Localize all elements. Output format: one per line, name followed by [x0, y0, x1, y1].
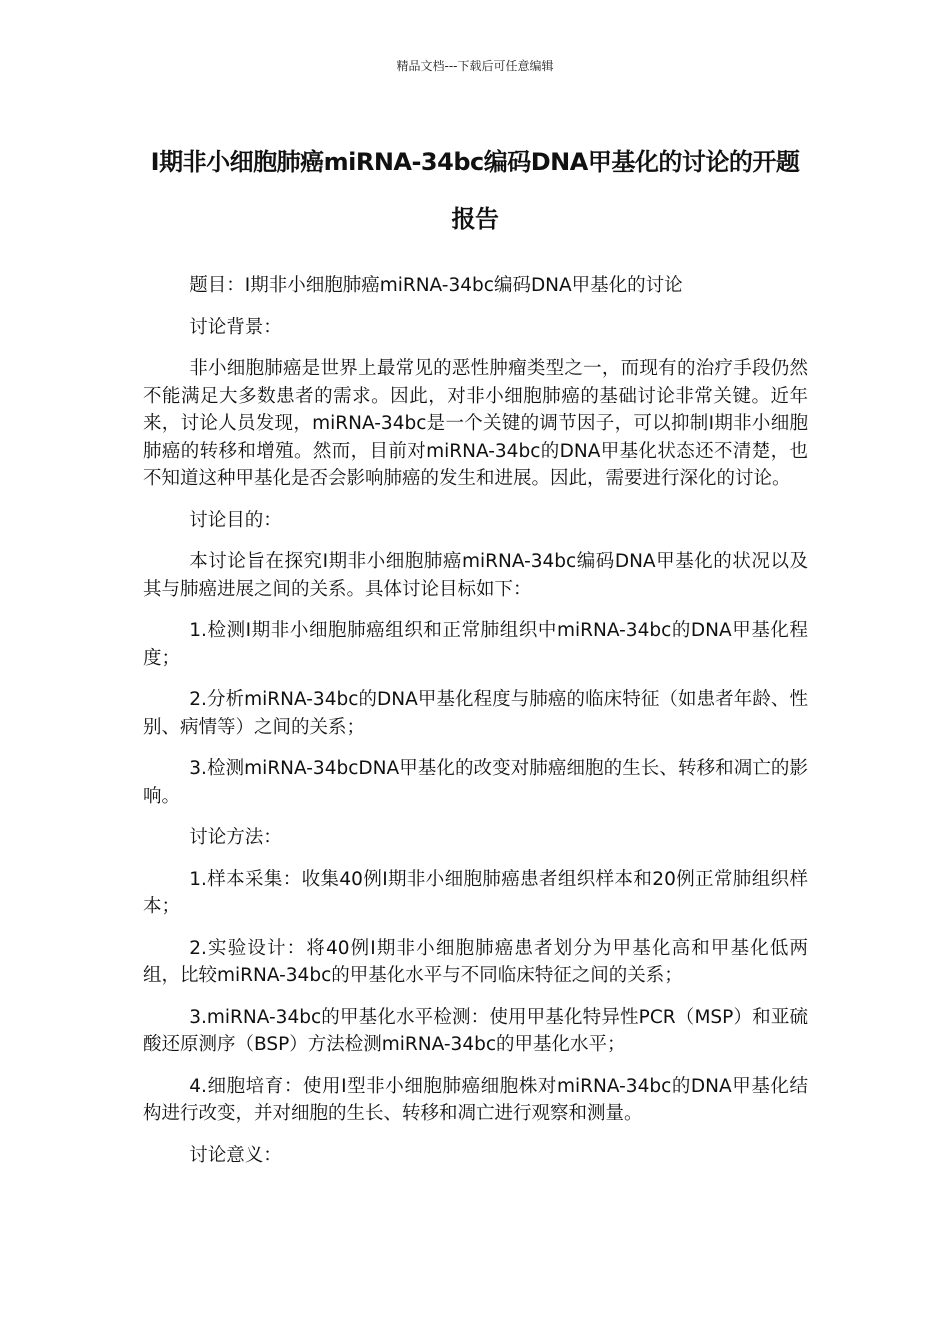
- method-item-4: 4.细胞培育：使用I型非小细胞肺癌细胞株对miRNA-34bc的DNA甲基化结构进行改变，并对细胞的生长、转移和凋亡进行观察和测量。: [143, 1075, 808, 1124]
- document-title: I期非小细胞肺癌miRNA-34bc编码DNA甲基化的讨论的开题报告: [150, 148, 800, 233]
- method-item-3: 3.miRNA-34bc的甲基化水平检测：使用甲基化特异性PCR（MSP）和亚硫酸还原测序（BSP）方法检测miRNA-34bc的甲基化水平；: [143, 1006, 808, 1055]
- method-item-1: 1.样本采集：收集40例I期非小细胞肺癌患者组织样本和20例正常肺组织样本；: [143, 868, 808, 917]
- document-body: [143, 272, 808, 1183]
- section-heading-methods: 讨论方法：: [189, 827, 282, 848]
- topic-line: 题目：I期非小细胞肺癌miRNA-34bc编码DNA甲基化的讨论: [189, 275, 683, 296]
- background-paragraph: 非小细胞肺癌是世界上最常见的恶性肿瘤类型之一，而现有的治疗手段仍然不能满足大多数患者的需求。因此，对非小细胞肺癌的基础讨论非常关键。近年来，讨论人员发现，miRNA-34bc是一个关键的调节因子，可以抑制I期非小细胞肺癌的转移和增殖。然而，目前对miRNA-34bc的DNA甲基化状态还不清楚，也不知道这种甲基化是否会影响肺癌的发生和进展。因此，需要进行深化的讨论。: [143, 358, 808, 489]
- method-item-2: 2.实验设计：将40例I期非小细胞肺癌患者划分为甲基化高和甲基化低两组，比较miRNA-34bc的甲基化水平与不同临床特征之间的关系；: [143, 937, 808, 986]
- section-heading-purpose: 讨论目的：: [189, 509, 282, 531]
- purpose-item-3: 3.检测miRNA-34bcDNA甲基化的改变对肺癌细胞的生长、转移和凋亡的影响。: [143, 758, 808, 807]
- section-heading-background: 讨论背景：: [189, 316, 282, 338]
- purpose-paragraph: 本讨论旨在探究I期非小细胞肺癌miRNA-34bc编码DNA甲基化的状况以及其与肺癌进展之间的关系。具体讨论目标如下：: [143, 551, 808, 600]
- purpose-item-1: 1.检测I期非小细胞肺癌组织和正常肺组织中miRNA-34bc的DNA甲基化程度；: [143, 620, 808, 669]
- section-heading-significance: 讨论意义：: [189, 1144, 282, 1166]
- page-header: 精品文档---下载后可任意编辑: [396, 59, 554, 73]
- purpose-item-2: 2.分析miRNA-34bc的DNA甲基化程度与肺癌的临床特征（如患者年龄、性别、病情等）之间的关系；: [143, 689, 808, 738]
